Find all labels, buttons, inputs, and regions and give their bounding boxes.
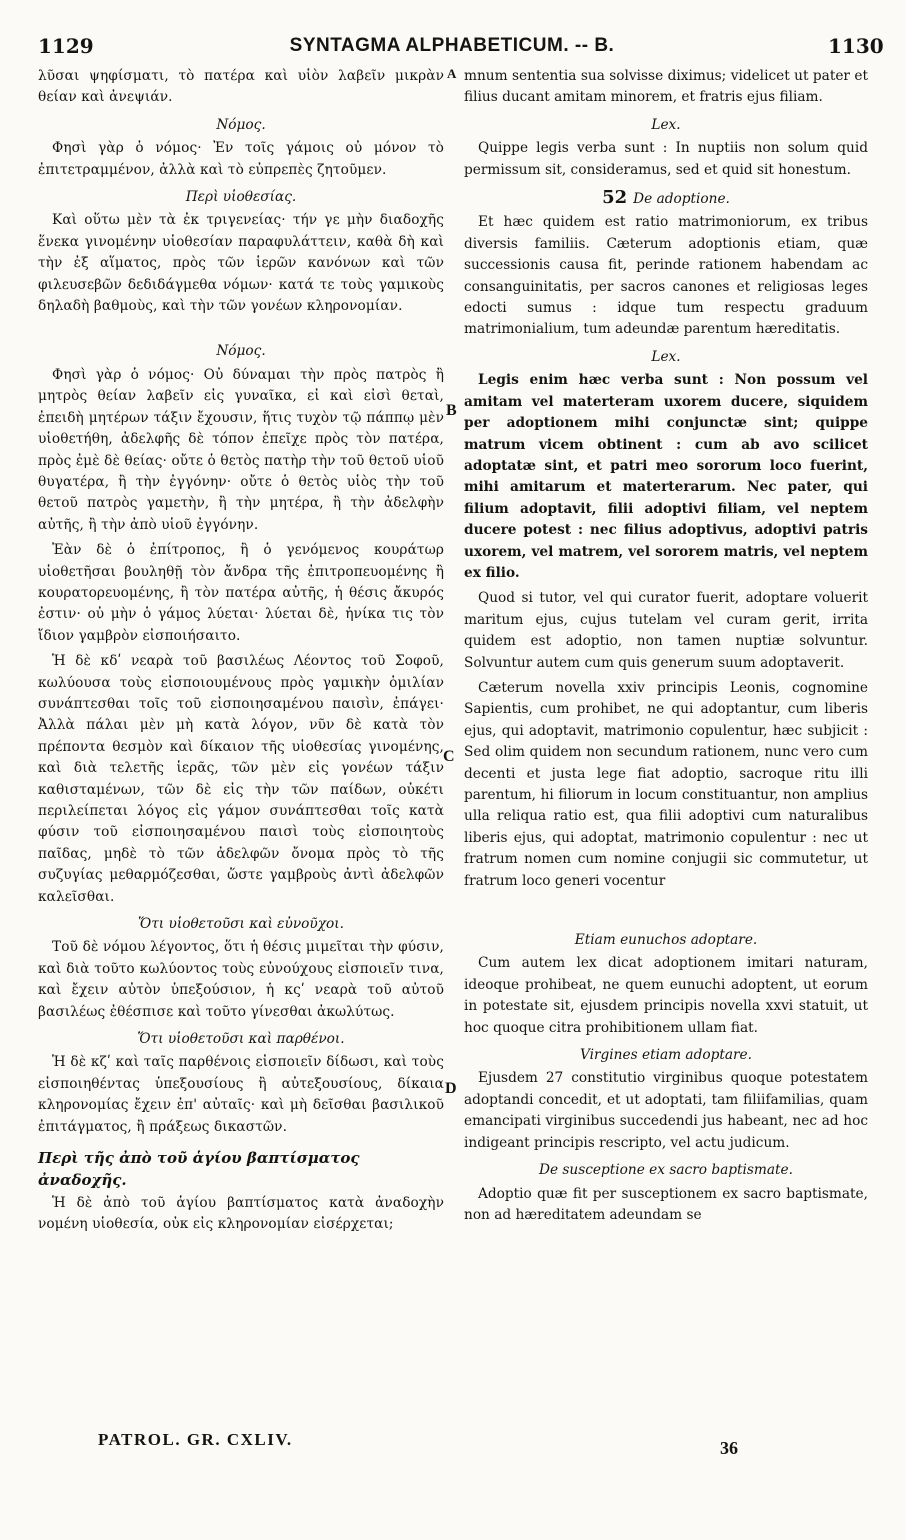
margin-letter-b: B [446,402,457,419]
greek-column [38,66,444,1240]
footer-source: PATROL. GR. CXLIV. [98,1430,293,1449]
latin-heading: De susceptione ex sacro baptismate. [538,1162,794,1179]
greek-heading: Νόμος. [216,343,266,360]
footer-signature: 36 [720,1438,738,1458]
latin-paragraph: Adoptio quæ fit per susceptionem ex sacro baptismate, non ad hæreditatem adeundam se [464,1185,868,1223]
greek-heading: Περὶ τῆς ἀπὸ τοῦ ἁγίου βαπτίσματος ἀναδοχῆς. [38,1149,360,1189]
greek-heading: Ὅτι υἱοθετοῦσι καὶ εὐνοῦχοι. [138,916,344,933]
margin-letter-a: A [447,66,457,81]
latin-paragraph: Legis enim hæc verba sunt : Non possum vel amitam vel materteram uxorem ducere, siquidem per adoptionem mihi conjunctæ sint; quippe matrum vicem obtinent : cum ab avo scilicet adoptatæ sint, et patri meo sororum loco fuerint, mihi amitarum et materterarum. Nec pater, qui filium adoptavit, filii adoptivi filiam, vel neptem ducere potest : nec filius adoptivus, adoptivi patris uxorem, vel matrem, vel sororem matris, vel neptem ex filio. [464,372,868,581]
latin-paragraph: mnum sententia sua solvisse diximus; videlicet ut pater et filius ducant amitam minorem, et fratris ejus filiam. [464,68,868,106]
section-title: De adoptione. [633,191,730,208]
latin-paragraph: Cum autem lex dicat adoptionem imitari naturam, ideoque prohibeat, ne quem eunuchi adoptent, ut eorum in potestate sit, ejusdem principis novella xxvi statuit, ut hoc quoque citra prohibitionem ullam fiat. [464,955,868,1036]
greek-paragraph: Φησὶ γὰρ ὁ νόμος· Οὐ δύναμαι τὴν πρὸς πατρὸς ἢ μητρὸς θείαν λαβεῖν εἰς γυναῖκα, εἰ καὶ εἰσὶ θεταὶ, ἐπειδὴ μητέρων τάξιν ἔχουσιν, ἥτις τυχὸν τῷ πάππῳ μὲν υἱοθετήθη, ἀδελφῆς δὲ τόπον ἐπεῖχε πρὸς τὸν πατέρα, πρὸς ἐμὲ δὲ θείας· οὔτε ὁ θετὸς πατὴρ τὴν τοῦ θετοῦ υἱοῦ θυγατέρα, ἢ τὴν ἐγγόνην· οὔτε ὁ θετὸς υἱὸς τὴν τοῦ θετοῦ πατρὸς γαμετὴν, ἢ τὴν μητέρα, ἢ τὴν ἀδελφὴν αὐτῆς, ἢ τὴν ἀπὸ υἱοῦ ἐγγόνην. [38,366,444,533]
running-title: SYNTAGMA ALPHABETICUM. -- B. [289,35,615,56]
latin-paragraph: Et hæc quidem est ratio matrimoniorum, ex tribus diversis familiis. Cæterum adoptionis etiam, quæ successionis causa fit, perinde rationem habendam ac consanguinitatis, per sacros canones et religiosas leges edocti sumus : idque tum respectu graduum matrimonialium, tum adeundæ parentum hæreditatis. [464,214,868,338]
latin-paragraph: Quippe legis verba sunt : In nuptiis non solum quid permissum sit, consideramus, sed et quid sit honestum. [464,140,868,178]
section-heading-52 [464,187,868,210]
section-number: 52 [602,187,628,209]
latin-paragraph: Quod si tutor, vel qui curator fuerit, adoptare voluerit maritum ejus, cujus tutelam vel curam gerit, irrita quidem est adoptio, non tamen nuptiæ solvuntur. Solvuntur autem cum quis generum suum adoptaverit. [464,590,868,671]
greek-paragraph: Ἡ δὲ κδʹ νεαρὰ τοῦ βασιλέως Λέοντος τοῦ Σοφοῦ, κωλύουσα τοὺς εἰσποιουμένους πρὸς γαμικὴν ὁμιλίαν συνάπτεσθαι τοῖς τοῦ εἰσποιησαμένου παισὶν, ἐπάγει· Ἀλλὰ πάλαι μὲν μὴ κατὰ λόγον, νῦν δὲ κατὰ τὸν πρέποντα θεσμὸν καὶ δίκαιον τῆς υἱοθεσίας γινομένης, καὶ διὰ τελετῆς ἱερᾶς, τῶν μὲν εἰς γονέων τάξιν καθισταμένων, τῶν δὲ εἰς τὴν τῶν παίδων, οὐκέτι περιλείπεται λόγος εἰς γάμον συνάπτεσθαι τοῖς κατὰ φύσιν τοῦ εἰσποιησαμένου παισὶ τοὺς εἰσποιητοὺς παῖδας, μηδὲ τὸ τῶν ἀδελφῶν ὄνομα πρὸς τὸ τῆς συζυγίας μεθαρμόζεσθαι, ὥστε γαμβροὺς ἀντὶ ἀδελφῶν καλεῖσθαι. [38,653,444,905]
greek-paragraph: Τοῦ δὲ νόμου λέγοντος, ὅτι ἡ θέσις μιμεῖται τὴν φύσιν, καὶ διὰ τοῦτο κωλύοντος τοὺς εὐνούχους εἰσποιεῖν τινα, καὶ ἔχειν αὐτὸν ὑπεξούσιον, ἡ κςʹ νεαρὰ τοῦ αὐτοῦ βασιλέως ἐθέσπισε καὶ τοῦτο γίνεσθαι ἀκωλύτως. [38,939,444,1020]
greek-paragraph: Ἡ δὲ κζʹ καὶ ταῖς παρθένοις εἰσποιεῖν δίδωσι, καὶ τοὺς εἰσποιηθέντας ὑπεξουσίους ἢ αὐτεξουσίους, δίκαια κληρονομίας ἔχειν ἐπ' αὐταῖς· καὶ μὴ δεῖσθαι βασιλικοῦ ἐπιτάγματος, ἢ πράξεως δικαστῶν. [38,1054,444,1135]
latin-heading: Virgines etiam adoptare. [579,1047,753,1064]
page-header [0,34,906,60]
latin-heading: Lex. [651,116,681,133]
latin-column [464,66,868,1230]
page-number-left: 1129 [38,34,94,58]
greek-paragraph: Καὶ οὕτω μὲν τὰ ἐκ τριγενείας· τήν γε μὴν διαδοχῆς ἕνεκα γινομένην υἱοθεσίαν παραφυλάττειν, καθὰ δὴ καὶ τὴν ἐξ αἵματος, πρὸς τῶν ἱερῶν κανόνων καὶ τῶν φιλευσεβῶν δεδιδάγμεθα νόμων· κατά τε τοὺς γαμικοὺς δηλαδὴ βαθμοὺς, καὶ τὴν τῶν γονέων κληρονομίαν. [38,212,444,315]
page-number-right: 1130 [828,34,884,58]
greek-heading: Νόμος. [216,116,266,133]
latin-heading: Lex. [651,348,681,365]
latin-heading: Etiam eunuchos adoptare. [574,932,758,949]
latin-paragraph: Cæterum novella xxiv principis Leonis, cognomine Sapientis, cum prohibet, ne qui adoptantur, cum liberis ejus, qui adoptavit, matrimonio copulentur, hæc subjicit : Sed olim quidem non secundum rationem, nunc vero cum decenti et justa lege fiat adoptio, sacroque ritu illi parentum, hi filiorum in locum constituantur, non amplius ulla reliqua ratio est, qua filii adoptivi cum naturalibus liberis ejus, qui adoptat, matrimonio copulentur : nec ut fratrum nomen cum nomine conjugii sic commutetur, ut fratrum loco generi vocentur [464,679,868,889]
greek-paragraph: λῦσαι ψηφίσματι, τὸ πατέρα καὶ υἱὸν λαβεῖν μικρὰν θείαν καὶ ἀνεψιάν. [38,68,444,106]
latin-paragraph: Ejusdem 27 constitutio virginibus quoque potestatem adoptandi concedit, et ut adoptati, tam filiifamilias, quam emancipati virginibus succedendi jus habeant, nec ad hoc indigeant principis rescripto, vel actu judicum. [464,1070,868,1151]
margin-letter-d: D [445,1080,457,1097]
greek-paragraph: Ἡ δὲ ἀπὸ τοῦ ἁγίου βαπτίσματος κατὰ ἀναδοχὴν νομένη υἱοθεσία, οὐκ εἰς κληρονομίαν εἰσέρχεται; [38,1194,444,1233]
greek-paragraph: Ἐὰν δὲ ὁ ἐπίτροπος, ἢ ὁ γενόμενος κουράτωρ υἱοθετῆσαι βουληθῇ τὸν ἄνδρα τῆς ἐπιτροπευομένης ἢ κουρατορευομένης, ἢ τὸν πατέρα αὐτῆς, ἡ θέσις ἄκυρός ἐστιν· οὐ μὴν ὁ γάμος λύεται· λύεται δὲ, ἡνίκα τις τὸν ἴδιον γαμβρὸν εἰσποιήσαιτο. [38,542,444,644]
greek-heading: Ὅτι υἱοθετοῦσι καὶ παρθένοι. [137,1031,345,1048]
greek-paragraph: Φησὶ γὰρ ὁ νόμος· Ἐν τοῖς γάμοις οὐ μόνον τὸ ἐπιτετραμμένον, ἀλλὰ καὶ τὸ εὐπρεπὲς ζητοῦμεν. [38,140,444,178]
margin-letter-c: C [443,748,455,765]
greek-heading: Περὶ υἱοθεσίας. [185,189,297,206]
